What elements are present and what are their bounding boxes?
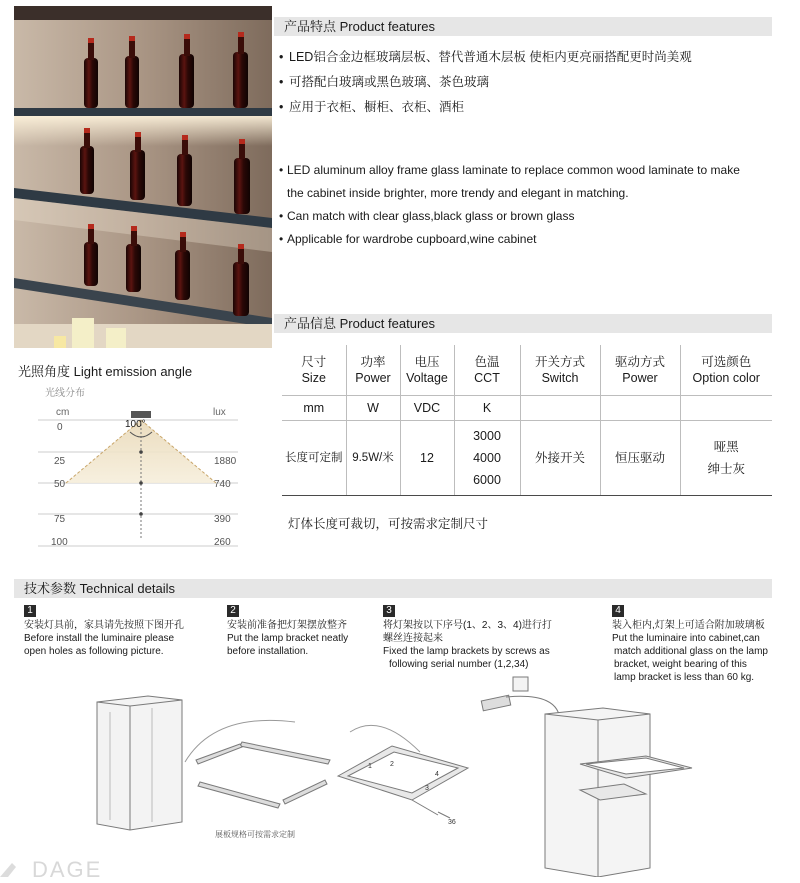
spec-unit-cell: VDC [400, 396, 454, 421]
angle-cm-tick: 0 [57, 422, 63, 433]
angle-title: 光照角度 Light emission angle [18, 364, 193, 379]
step-en-text: match additional glass on the lamp [614, 646, 768, 657]
spec-unit-cell: K [454, 396, 520, 421]
tech-step-1 [24, 600, 224, 658]
step-en-text: before installation. [227, 646, 309, 657]
spec-col-header: 功率 Power [346, 345, 400, 396]
step-en-text: following serial number (1,2,34) [389, 659, 529, 670]
brand-watermark: DAGE [0, 857, 102, 883]
angle-cm-tick: 100 [51, 537, 68, 548]
step-cn-text: 安装前准备把灯架摆放整齐 [227, 620, 347, 631]
bullet-icon: • [279, 50, 284, 64]
spec-unit-cell: W [346, 396, 400, 421]
spec-value-cell: 9.5W/米 [346, 421, 400, 496]
bullet-icon: • [279, 100, 284, 114]
angle-lux-value: 740 [214, 479, 231, 490]
feature-cn-item: • 可搭配白玻璃或黑色玻璃、茶色玻璃 [279, 72, 789, 92]
step-en-text: lamp bracket is less than 60 kg. [614, 672, 755, 683]
frame-number-label: 2 [390, 761, 394, 768]
step-en-text: open holes as following picture. [24, 646, 164, 657]
step-cn-text: 安装灯具前，家具请先按照下图开孔 [24, 620, 184, 631]
feature-en-item: • LED aluminum alloy frame glass laminate to replace common wood laminate to make [279, 159, 794, 182]
angle-degree-label: 100° [125, 419, 146, 430]
angle-lux-value: 260 [214, 537, 231, 548]
step-en-text: bracket, weight bearing of this [614, 659, 747, 670]
spec-col-header: 开关方式 Switch [520, 345, 600, 396]
spec-value-cell: 哑黑 绅士灰 [680, 421, 772, 496]
spec-value-cell: 长度可定制 [282, 421, 346, 496]
tech-header: 技术参数 Technical details [14, 579, 772, 598]
wine-cabinet-photo [14, 6, 272, 348]
step-en-text: Put the luminaire into cabinet,can [612, 633, 760, 644]
angle-lux-value: 1880 [214, 456, 237, 467]
spec-col-header: 尺寸 Size [282, 345, 346, 396]
angle-cm-tick: 25 [54, 456, 66, 467]
spec-unit-cell [600, 396, 680, 421]
tech-step-3 [383, 600, 583, 671]
angle-lux-value: 390 [214, 514, 231, 525]
angle-left-unit: cm [56, 407, 70, 418]
spec-header-row [282, 345, 772, 396]
spec-value-cell: 3000 4000 6000 [454, 421, 520, 496]
angle-cm-tick: 50 [54, 479, 66, 490]
spec-unit-cell [520, 396, 600, 421]
bullet-icon: • [279, 232, 284, 246]
step-en-text: Put the lamp bracket neatly [227, 633, 349, 644]
spec-col-header: 色温 CCT [454, 345, 520, 396]
tech-step-2 [227, 600, 377, 658]
angle-subtitle: 光线分布 [45, 388, 85, 399]
spec-value-cell: 外接开关 [520, 421, 600, 496]
features-header: 产品特点 Product features [274, 17, 772, 36]
spec-col-header: 电压 Voltage [400, 345, 454, 396]
dimension-label: 36 [448, 819, 456, 826]
frame-number-label: 4 [435, 771, 439, 778]
spec-col-header: 可选颜色 Option color [680, 345, 772, 396]
frame-number-label: 3 [425, 785, 429, 792]
feature-en-item-continued: the cabinet inside brighter, more trendy and elegant in matching. [287, 186, 629, 200]
bullet-icon: • [279, 163, 284, 177]
spec-unit-row [282, 396, 772, 421]
step-cn-text: 将灯架按以下序号(1、2、3、4)进行打 螺丝连接起来 [383, 620, 552, 644]
angle-cm-tick: 75 [54, 514, 66, 525]
feature-en-item: • Applicable for wardrobe cupboard,wine cabinet [279, 228, 794, 251]
step-en-text: Fixed the lamp brackets by screws as [383, 646, 550, 657]
installation-line-art [0, 672, 800, 877]
wine-cabinet-illustration [14, 6, 272, 348]
spec-table [282, 345, 772, 496]
bullet-icon: • [279, 209, 284, 223]
spec-value-row [282, 421, 772, 496]
step-number-badge: 4 [612, 605, 624, 617]
spec-value-cell: 恒压驱动 [600, 421, 680, 496]
spec-unit-cell: mm [282, 396, 346, 421]
step-cn-text: 装入柜内,灯架上可适合附加玻璃板 [612, 620, 765, 631]
feature-cn-item: • LED铝合金边框玻璃层板、替代普通木层板 使柜内更亮丽搭配更时尚美观 [279, 47, 789, 67]
spec-unit-cell [680, 396, 772, 421]
spec-col-header: 驱动方式 Power [600, 345, 680, 396]
step-en-text: Before install the luminaire please [24, 633, 175, 644]
features-en-list [279, 159, 794, 251]
bullet-icon: • [279, 75, 284, 89]
drawing-caption: 展板规格可按需求定制 [215, 830, 295, 839]
installation-drawing [0, 672, 800, 877]
spec-value-cell: 12 [400, 421, 454, 496]
feature-cn-item: • 应用于衣柜、橱柜、衣柜、酒柜 [279, 97, 789, 117]
feature-en-item: • Can match with clear glass,black glass or brown glass [279, 205, 794, 228]
step-number-badge: 1 [24, 605, 36, 617]
features-cn-list [279, 47, 789, 117]
frame-number-label: 1 [368, 763, 372, 770]
info-note: 灯体长度可裁切，可按需求定制尺寸 [288, 517, 489, 531]
info-header: 产品信息 Product features [274, 314, 772, 333]
step-number-badge: 3 [383, 605, 395, 617]
watermark-chevron-icon [0, 857, 26, 877]
angle-right-unit: lux [213, 407, 226, 418]
step-number-badge: 2 [227, 605, 239, 617]
